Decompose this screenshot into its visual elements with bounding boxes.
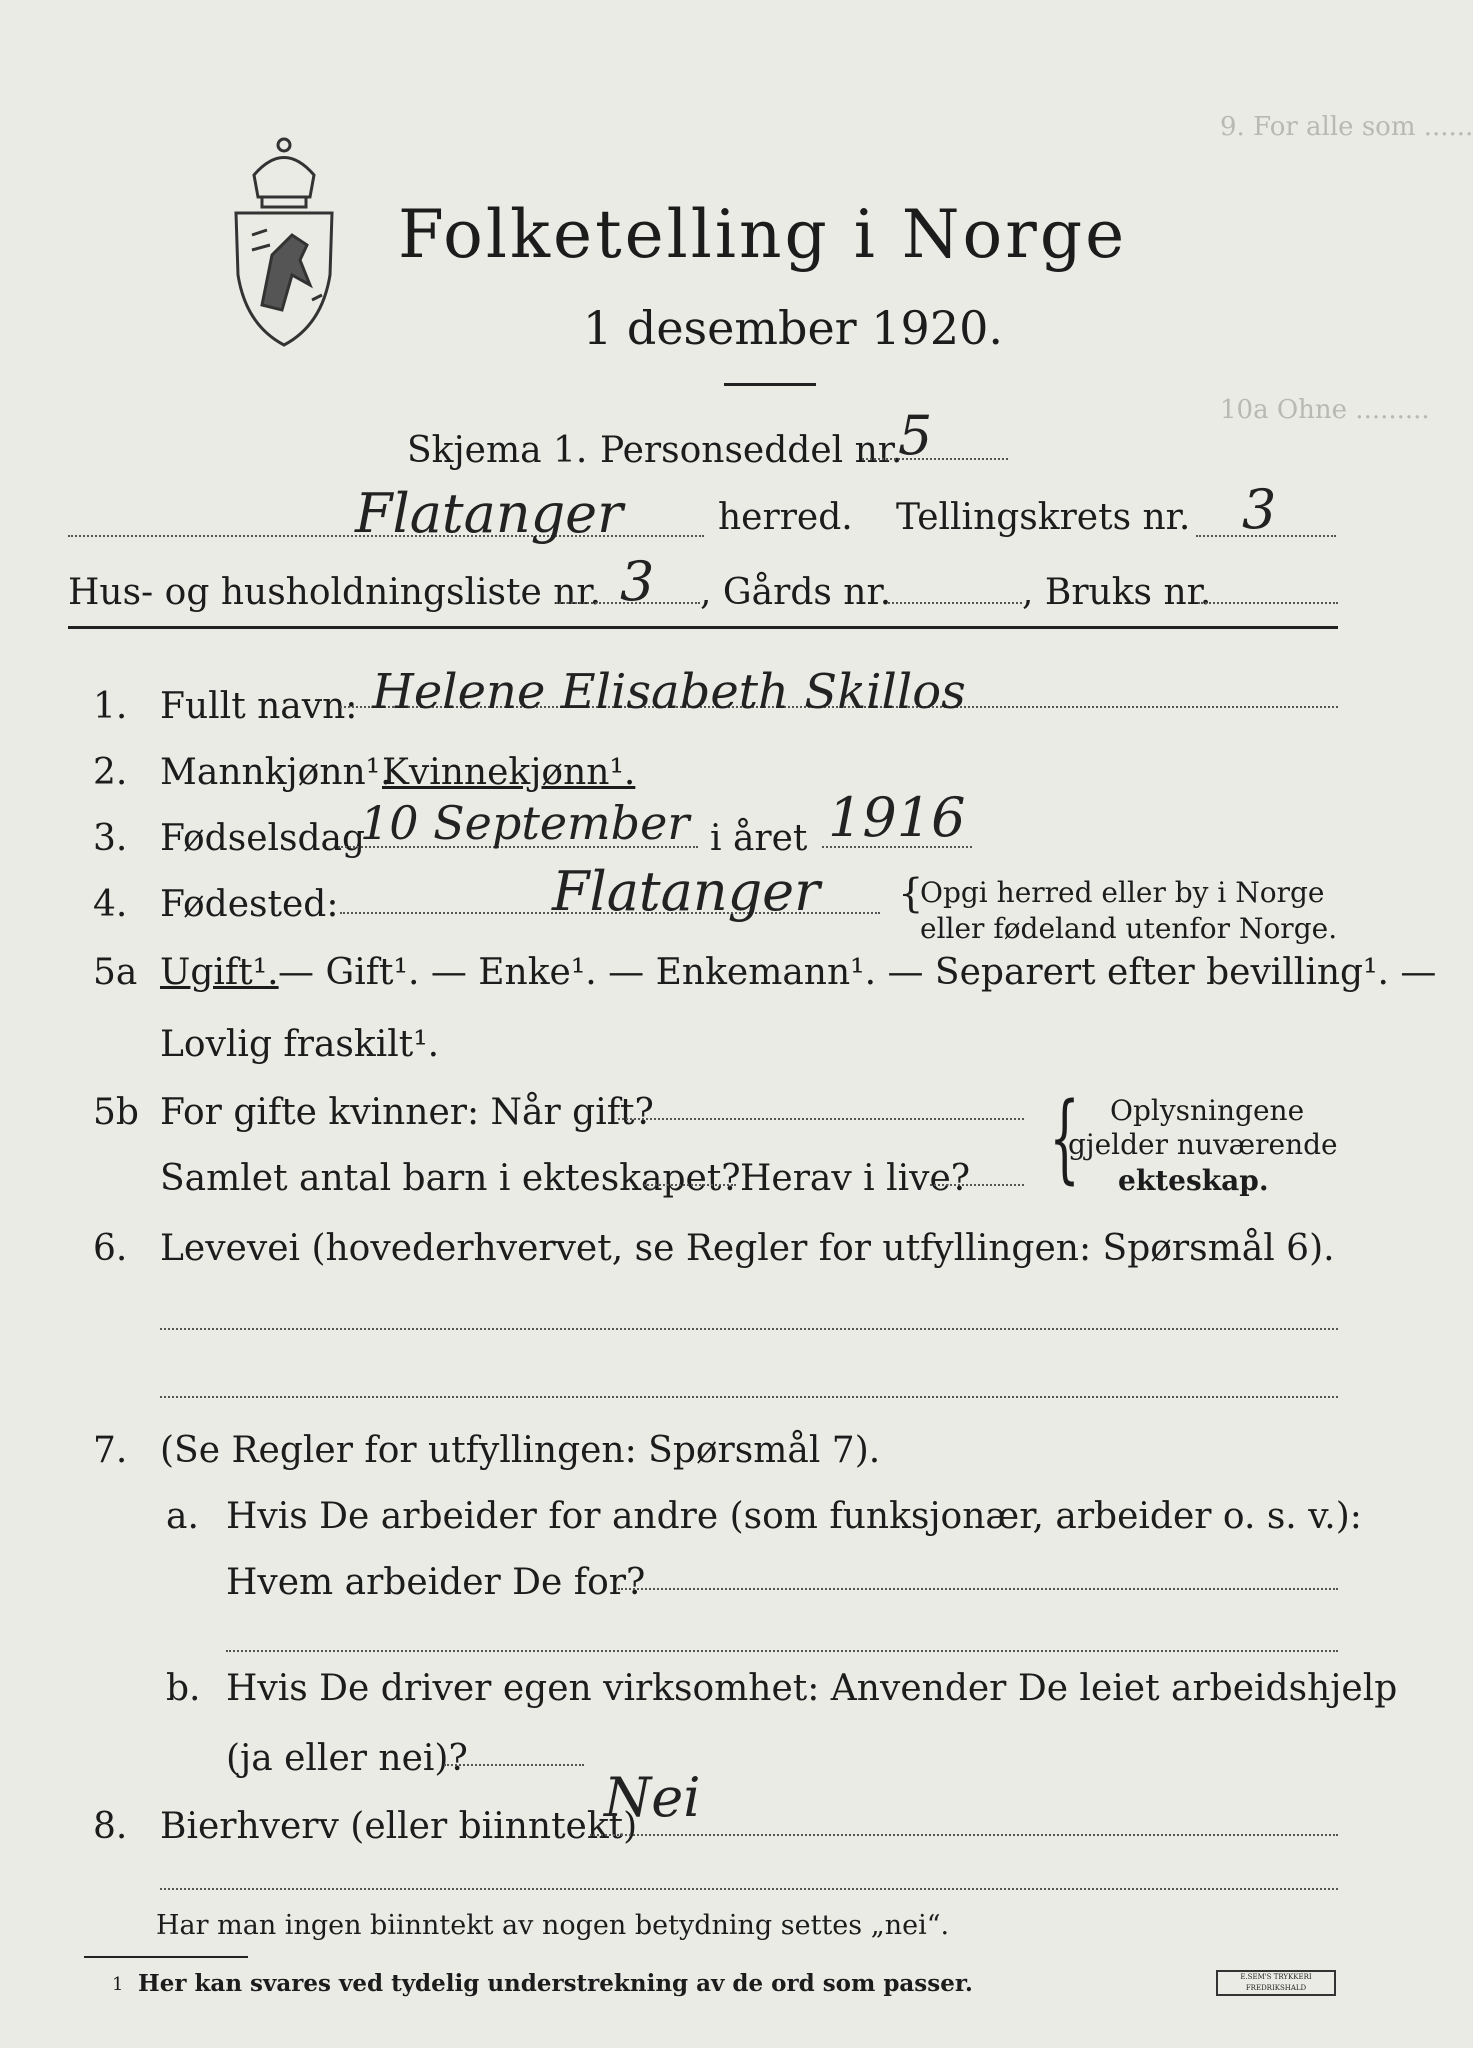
q5b-children-label: Samlet antal barn i ekteskapet? [160, 1158, 741, 1199]
form-date: 1 desember 1920. [583, 301, 1003, 355]
q3-label: Fødselsdag [160, 818, 366, 859]
employer-field[interactable] [618, 1588, 1338, 1590]
tellingskrets-label: Tellingskrets nr. [896, 497, 1191, 538]
q5b-alive-label: Herav i live? [740, 1158, 971, 1199]
skjema-label: Skjema 1. [407, 430, 588, 471]
norwegian-coat-of-arms-icon [222, 135, 347, 350]
occupation-line-2[interactable] [160, 1396, 1338, 1398]
personseddel-value: 5 [898, 404, 933, 467]
header-divider [68, 626, 1338, 629]
q4-note-line2: eller fødeland utenfor Norge. [920, 912, 1338, 945]
full-name-value: Helene Elisabeth Skillos [372, 664, 966, 720]
q7-number: 7. [93, 1430, 128, 1471]
tellingskrets-value: 3 [1242, 478, 1277, 541]
footnote-text: Her kan svares ved tydelig understrekning av de ord som passer. [138, 1970, 973, 1997]
hus-label: Hus- og husholdningsliste nr. [68, 572, 602, 613]
side-income-line-2[interactable] [160, 1888, 1338, 1890]
hired-help-field[interactable] [444, 1764, 584, 1766]
side-income-field[interactable] [590, 1834, 1338, 1836]
q2-number: 2. [93, 752, 128, 793]
bleed-through-text: 10a Ohne ......... [1220, 395, 1430, 425]
q7b-letter: b. [166, 1668, 201, 1709]
birthday-value: 10 September [360, 796, 690, 850]
personseddel-field[interactable] [862, 458, 1008, 460]
q4-note-line1: Opgi herred eller by i Norge [920, 876, 1325, 909]
printer-stamp: E.SEM'S TRYKKERI FREDRIKSHALD [1216, 1970, 1336, 1996]
q5b-number: 5b [93, 1092, 139, 1133]
footer-note: Har man ingen biinntekt av nogen betydning settes „nei“. [156, 1910, 950, 1941]
q2-kvinnekjonn[interactable]: Kvinnekjønn¹. [382, 752, 636, 793]
form-title: Folketelling i Norge [398, 196, 1128, 273]
side-income-value: Nei [604, 1766, 701, 1829]
q5a-options[interactable]: — Gift¹. — Enke¹. — Enkemann¹. — Separert efter bevilling¹. — [278, 952, 1437, 993]
footnote-rule [84, 1956, 248, 1958]
occupation-line-1[interactable] [160, 1328, 1338, 1330]
q5a-number: 5a [93, 952, 138, 993]
q5a-ugift[interactable]: Ugift¹. [160, 952, 279, 993]
q7-label: (Se Regler for utfyllingen: Spørsmål 7). [160, 1430, 881, 1471]
birth-year-value: 1916 [828, 786, 966, 849]
children-count-field[interactable] [644, 1184, 736, 1186]
children-alive-field[interactable] [930, 1184, 1024, 1186]
q4-number: 4. [93, 884, 128, 925]
q6-label: Levevei (hovederhvervet, se Regler for utfyllingen: Spørsmål 6). [160, 1228, 1335, 1269]
q7b-label: Hvis De driver egen virksomhet: Anvender De leiet arbeidshjelp [226, 1668, 1398, 1709]
q3-number: 3. [93, 818, 128, 859]
gards-label: , Gårds nr. [700, 572, 892, 613]
q7b-yes-no-label: (ja eller nei)? [226, 1738, 468, 1779]
q5b-note-line3: ekteskap. [1118, 1164, 1269, 1197]
q8-label: Bierhverv (eller biinntekt) [160, 1806, 638, 1847]
bruks-label: , Bruks nr. [1022, 572, 1212, 613]
bleed-through-text: 9. For alle som ...... [1220, 112, 1473, 142]
q7a-letter: a. [166, 1496, 199, 1537]
bruks-field[interactable] [1198, 602, 1338, 604]
q7a-label: Hvis De arbeider for andre (som funksjonær, arbeider o. s. v.): [226, 1496, 1362, 1537]
q3-year-label: i året [710, 818, 808, 859]
personseddel-label: Personseddel nr. [600, 430, 903, 471]
employer-line-2[interactable] [226, 1650, 1338, 1652]
q5b-label: For gifte kvinner: Når gift? [160, 1092, 654, 1133]
q5b-brace: { [1049, 1082, 1080, 1194]
hus-value: 3 [620, 550, 655, 613]
q5b-note-line1: Oplysningene [1110, 1094, 1305, 1127]
q4-label: Fødested: [160, 884, 339, 925]
gards-field[interactable] [888, 602, 1022, 604]
herred-value: Flatanger [355, 482, 623, 545]
q1-number: 1. [93, 686, 128, 727]
herred-label: herred. [718, 497, 853, 538]
q1-label: Fullt navn: [160, 686, 358, 727]
birthplace-value: Flatanger [552, 860, 820, 923]
q4-brace: { [898, 871, 924, 917]
married-when-field[interactable] [618, 1118, 1024, 1120]
q5b-note-line2: gjelder nuværende [1068, 1128, 1338, 1161]
q5a-lovlig-fraskilt[interactable]: Lovlig fraskilt¹. [160, 1024, 440, 1065]
q8-number: 8. [93, 1806, 128, 1847]
q6-number: 6. [93, 1228, 128, 1269]
q7a-employer-label: Hvem arbeider De for? [226, 1562, 646, 1603]
title-rule [724, 383, 816, 386]
q2-mannkjonn[interactable]: Mannkjønn¹. [160, 752, 392, 793]
footnote-mark: 1 [112, 1974, 124, 1995]
